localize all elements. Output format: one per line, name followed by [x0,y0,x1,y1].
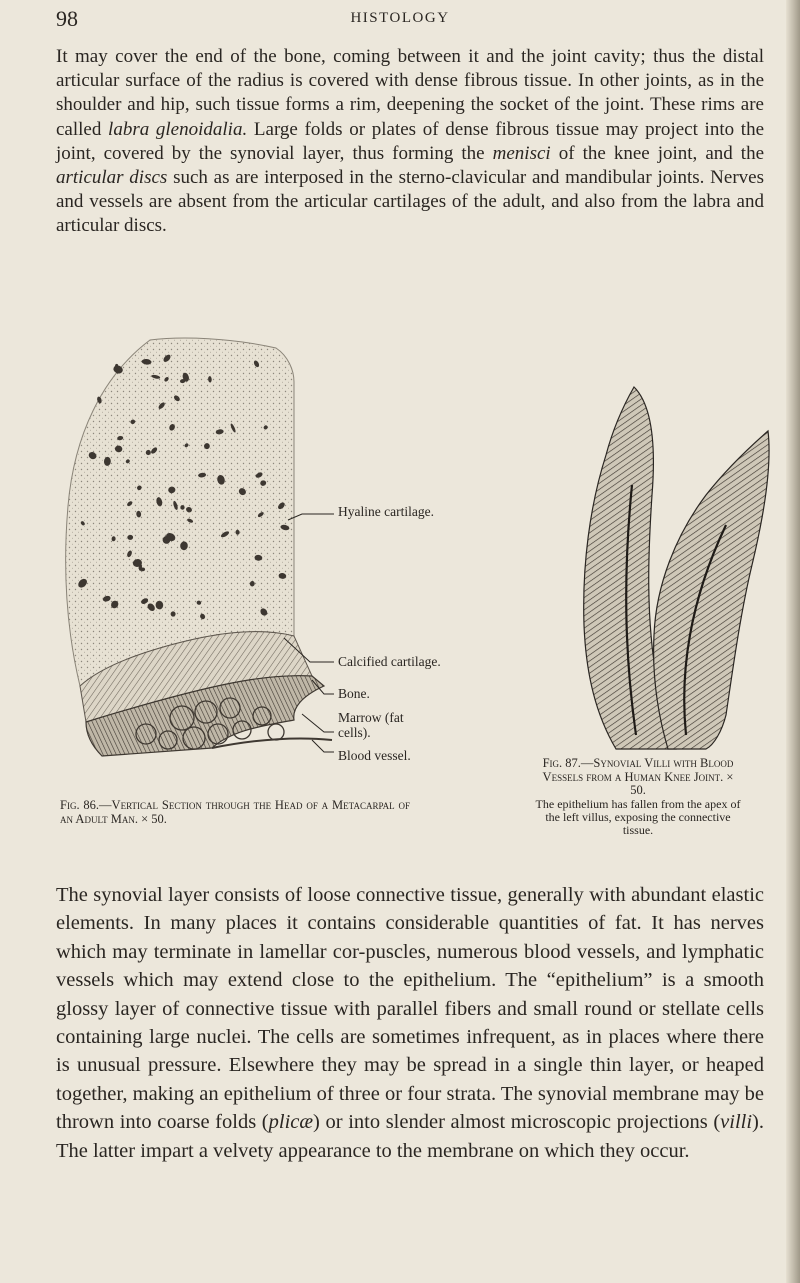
text-run: The synovial layer consists of loose connective tissue, generally with abundant elastic elements. In many places it contains considerable quantities of fat. It has nerves which may terminate in lamellar cor-puscles, numerous blood vessels, and lymphatic vessels which may extend close to the epithelium. The “epithelium” is a smooth glossy layer of connective tissue with parallel fibers and small round or stellate cells containing large nuclei. The cells are sometimes infrequent, as in places where there is unusual pressure. Elsewhere they may be spread in a single thin layer, or heaped together, making an epithelium of three or four strata. The synovial membrane may be thrown into coarse folds ( [56,884,764,1134]
label-marrow: Marrow (fat cells). [338,710,404,740]
page-edge-shadow [786,0,800,1283]
page-number: 98 [56,6,78,31]
figure-87-caption [538,757,738,798]
paragraph-synovial-layer [56,881,764,1165]
blood-vessel [212,738,332,748]
label-blood-vessel: Blood vessel. [338,748,411,763]
text-run: such as are interposed in the sterno-clavicular and mandibular joints. Nerves and vessels are absent from the articular cartilages of the adult, and also from the labra and articular discs. [56,167,764,237]
figure-86 [62,336,532,771]
term-articular-discs: articular discs [56,167,168,189]
running-title: HISTOLOGY [350,10,450,26]
text-run: of the knee joint, and the [550,142,764,164]
figure-87-illustration [556,385,776,755]
figure-87-caption-text: Fig. 87.—Synovial Villi with Blood Vessels from a Human Knee Joint. × 50. [542,756,734,798]
figure-87-note: The epithelium has fallen from the apex of the left villus, exposing the connective tissue. [535,797,741,837]
running-head [0,6,800,36]
text-run: ). The latter impart a velvety appearance to the membrane on which they occur. [56,1111,764,1162]
label-calcified-cartilage: Calcified cartilage. [338,654,441,669]
term-plicae: plicæ [268,1111,314,1134]
term-villi: villi [720,1111,753,1134]
term-labra-glenoidalia: labra glenoidalia. [108,118,248,140]
text-run: Large folds or plates of dense fibrous tissue may project into the joint, covered by the synovial layer, thus forming the [56,118,764,164]
figure-86-caption [60,799,410,826]
cartilage-cell [140,568,145,572]
label-hyaline-cartilage: Hyaline cartilage. [338,504,434,519]
synovial-villus-right [654,431,769,749]
text-run: It may cover the end of the bone, coming between it and the joint cavity; thus the distal articular surface of the radius is covered with dense fibrous tissue. In other joints, as in the shoulder and hip, such tissue forms a rim, deepening the socket of the joint. These rims are called [56,46,764,140]
paragraph-intro [56,45,764,239]
figure-87 [556,385,776,760]
figure-86-illustration [62,336,532,766]
text-run: ) or into slender almost microscopic projections ( [313,1111,721,1134]
label-bone: Bone. [338,686,370,701]
term-menisci: menisci [492,142,551,164]
figure-86-caption-text: Fig. 86.—Vertical Section through the Head of a Metacarpal of an Adult Man. × 50. [60,798,410,826]
